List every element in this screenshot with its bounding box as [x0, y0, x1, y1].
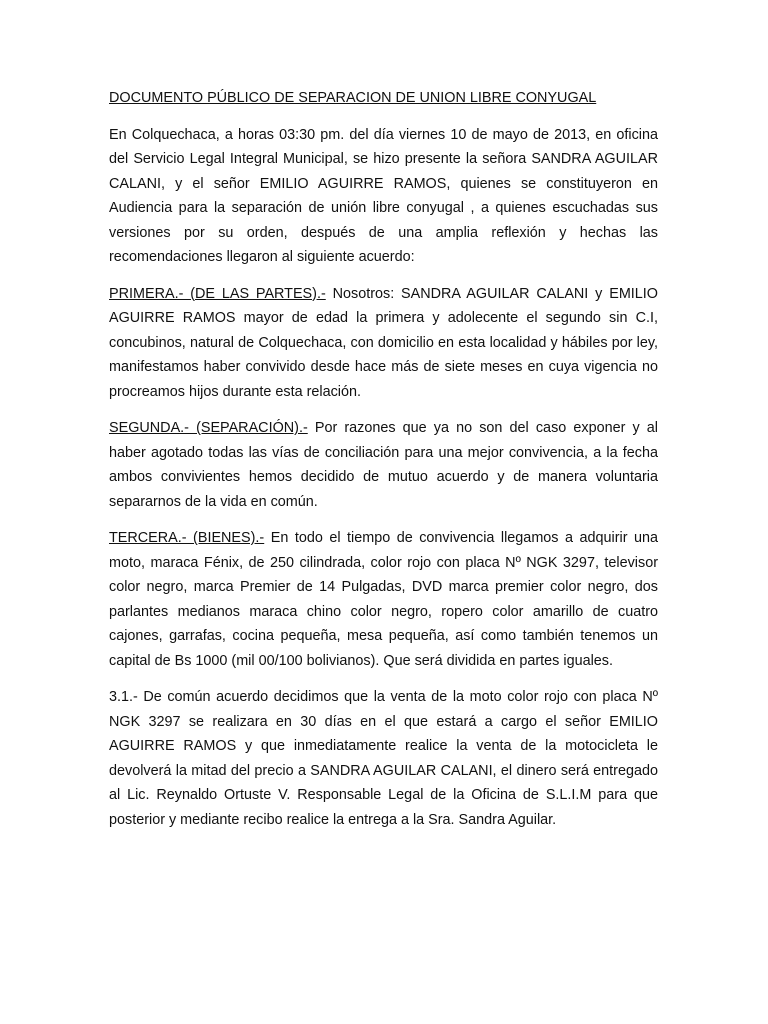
clause-heading: SEGUNDA.- (SEPARACIÓN).- [109, 420, 308, 436]
clause-heading: TERCERA.- (BIENES).- [109, 530, 265, 546]
clause-text: Por razones que ya no son del caso exponer y al haber agotado todas las vías de conciliación para una mejor convivencia, a la fecha ambos convivientes hemos decidido de mutuo acuerdo y de manera voluntaria separarnos de la vida en común. [109, 420, 659, 510]
clause-tercera [109, 526, 658, 673]
document-title: DOCUMENTO PÚBLICO DE SEPARACION DE UNION LIBRE CONYUGAL [109, 90, 597, 106]
intro-paragraph: En Colquechaca, a horas 03:30 pm. del día viernes 10 de mayo de 2013, en oficina del Servicio Legal Integral Municipal, se hizo presente la señora SANDRA AGUILAR CALANI, y el señor EMILIO AGUIRRE RAMOS, quienes se constituyeron en Audiencia para la separación de unión libre conyugal , a quienes escuchadas sus versiones por su orden, después de una amplia reflexión y hechas las recomendaciones llegaron al siguiente acuerdo: [109, 126, 658, 265]
clause-segunda [109, 416, 658, 514]
clause-heading: PRIMERA.- (DE LAS PARTES).- [109, 285, 326, 302]
clause-primera [109, 282, 658, 405]
document-page [109, 86, 658, 844]
clause-text: En todo el tiempo de convivencia llegamos a adquirir una moto, maraca Fénix, de 250 cilindrada, color rojo con placa Nº NGK 3297, televisor color negro, marca Premier de 14 Pulgadas, DVD marca premier color negro, dos parlantes medianos maraca chino color negro, ropero color amarillo de cuatro cajones, garrafas, cocina pequeña, mesa pequeña, así como también tenemos un capital de Bs 1000 (mil 00/100 bolivianos). Que será dividida en partes iguales. [109, 530, 658, 669]
clause-text: Nosotros: SANDRA AGUILAR CALANI y EMILIO AGUIRRE RAMOS mayor de edad la primera y adolecente el segundo sin C.I, concubinos, natural de Colquechaca, con domicilio en esta localidad y hábiles por ley, manifestamos haber convivido desde hace más de siete meses en cuya vigencia no procreamos hijos durante esta relación. [109, 285, 658, 400]
subclause-3-1: 3.1.- De común acuerdo decidimos que la venta de la moto color rojo con placa Nº NGK 3297 se realizara en 30 días en el que estará a cargo el señor EMILIO AGUIRRE RAMOS y que inmediatamente realice la venta de la motocicleta le devolverá la mitad del precio a SANDRA AGUILAR CALANI, el dinero será entregado al Lic. Reynaldo Ortuste V. Responsable Legal de la Oficina de S.L.I.M para que posterior y mediante recibo realice la entrega a la Sra. Sandra Aguilar. [109, 689, 658, 828]
